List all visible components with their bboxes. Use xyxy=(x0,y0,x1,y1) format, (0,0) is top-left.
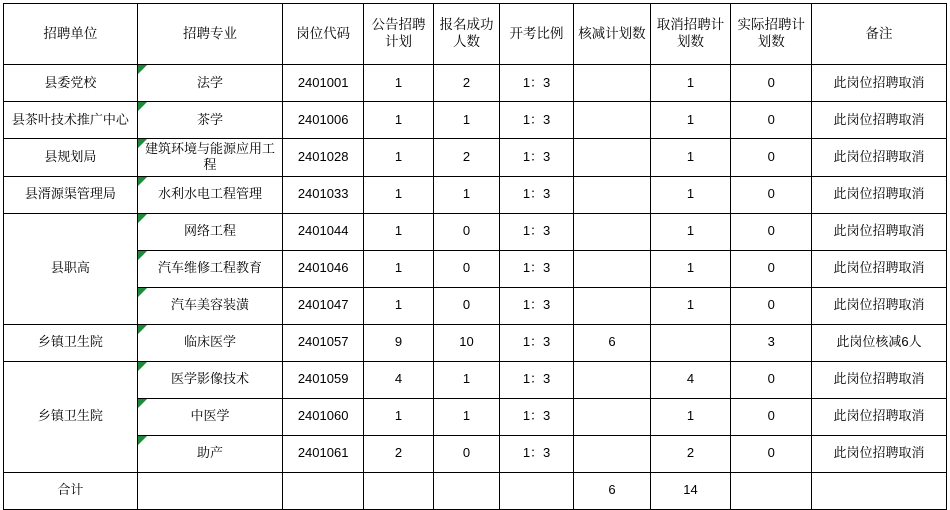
cell-plan: 1 xyxy=(363,102,433,139)
table-body xyxy=(4,65,947,510)
cell-total-plan xyxy=(363,472,433,509)
table-row xyxy=(4,176,947,213)
cell-ratio: 1：3 xyxy=(499,287,573,324)
cell-total-cancel: 14 xyxy=(650,472,731,509)
cell-cut xyxy=(574,139,650,177)
cell-signup: 0 xyxy=(434,435,500,472)
cell-remark: 此岗位核减6人 xyxy=(812,324,947,361)
cell-actual: 0 xyxy=(731,287,812,324)
cell-code: 2401061 xyxy=(283,435,364,472)
cell-major: 临床医学 xyxy=(137,324,282,361)
cell-major: 建筑环境与能源应用工程 xyxy=(137,139,282,177)
cell-remark: 此岗位招聘取消 xyxy=(812,398,947,435)
cell-plan: 1 xyxy=(363,139,433,177)
cell-signup: 0 xyxy=(434,213,500,250)
cell-signup: 1 xyxy=(434,176,500,213)
cell-ratio: 1：3 xyxy=(499,361,573,398)
cell-ratio: 1：3 xyxy=(499,213,573,250)
header-cancel: 取消招聘计划数 xyxy=(650,4,731,65)
recruitment-table xyxy=(3,3,947,510)
cell-plan: 1 xyxy=(363,250,433,287)
cell-cancel: 1 xyxy=(650,102,731,139)
cell-major: 网络工程 xyxy=(137,213,282,250)
cell-unit: 县茶叶技术推广中心 xyxy=(4,102,138,139)
cell-plan: 1 xyxy=(363,176,433,213)
cell-actual: 0 xyxy=(731,250,812,287)
cell-remark: 此岗位招聘取消 xyxy=(812,435,947,472)
table-row xyxy=(4,435,947,472)
cell-plan: 1 xyxy=(363,287,433,324)
cell-actual: 0 xyxy=(731,398,812,435)
cell-signup: 1 xyxy=(434,102,500,139)
cell-ratio: 1：3 xyxy=(499,102,573,139)
header-row xyxy=(4,4,947,65)
cell-cut xyxy=(574,176,650,213)
cell-code: 2401060 xyxy=(283,398,364,435)
cell-ratio: 1：3 xyxy=(499,324,573,361)
cell-signup: 2 xyxy=(434,139,500,177)
cell-code: 2401057 xyxy=(283,324,364,361)
cell-major: 汽车美容装潢 xyxy=(137,287,282,324)
cell-unit: 乡镇卫生院 xyxy=(4,324,138,361)
cell-signup: 2 xyxy=(434,65,500,102)
cell-total-remark xyxy=(812,472,947,509)
cell-ratio: 1：3 xyxy=(499,250,573,287)
table-row xyxy=(4,324,947,361)
cell-actual: 0 xyxy=(731,361,812,398)
cell-cut xyxy=(574,65,650,102)
table-row xyxy=(4,102,947,139)
spreadsheet-sheet xyxy=(0,3,950,505)
cell-remark: 此岗位招聘取消 xyxy=(812,102,947,139)
header-ratio: 开考比例 xyxy=(499,4,573,65)
cell-ratio: 1：3 xyxy=(499,398,573,435)
cell-actual: 0 xyxy=(731,213,812,250)
cell-cut xyxy=(574,287,650,324)
cell-cancel: 1 xyxy=(650,398,731,435)
cell-remark: 此岗位招聘取消 xyxy=(812,139,947,177)
header-actual: 实际招聘计划数 xyxy=(731,4,812,65)
cell-unit: 县规划局 xyxy=(4,139,138,177)
cell-signup: 10 xyxy=(434,324,500,361)
cell-signup: 0 xyxy=(434,287,500,324)
table-row xyxy=(4,361,947,398)
cell-plan: 1 xyxy=(363,65,433,102)
cell-cancel xyxy=(650,324,731,361)
header-signup: 报名成功人数 xyxy=(434,4,500,65)
header-code: 岗位代码 xyxy=(283,4,364,65)
cell-total-actual xyxy=(731,472,812,509)
cell-signup: 0 xyxy=(434,250,500,287)
cell-code: 2401059 xyxy=(283,361,364,398)
cell-actual: 3 xyxy=(731,324,812,361)
cell-cancel: 4 xyxy=(650,361,731,398)
cell-total-signup xyxy=(434,472,500,509)
cell-cut: 6 xyxy=(574,324,650,361)
cell-major: 法学 xyxy=(137,65,282,102)
cell-cut xyxy=(574,435,650,472)
cell-unit: 县湑源渠管理局 xyxy=(4,176,138,213)
cell-actual: 0 xyxy=(731,435,812,472)
cell-cancel: 1 xyxy=(650,287,731,324)
header-remark: 备注 xyxy=(812,4,947,65)
header-unit: 招聘单位 xyxy=(4,4,138,65)
cell-major: 茶学 xyxy=(137,102,282,139)
cell-total-code xyxy=(283,472,364,509)
cell-cut xyxy=(574,361,650,398)
cell-code: 2401006 xyxy=(283,102,364,139)
cell-major: 中医学 xyxy=(137,398,282,435)
cell-total-cut: 6 xyxy=(574,472,650,509)
cell-major: 水利水电工程管理 xyxy=(137,176,282,213)
cell-cancel: 1 xyxy=(650,65,731,102)
cell-cut xyxy=(574,250,650,287)
cell-plan: 9 xyxy=(363,324,433,361)
cell-cut xyxy=(574,398,650,435)
table-row xyxy=(4,287,947,324)
cell-remark: 此岗位招聘取消 xyxy=(812,361,947,398)
cell-unit: 乡镇卫生院 xyxy=(4,361,138,472)
cell-remark: 此岗位招聘取消 xyxy=(812,65,947,102)
table-row xyxy=(4,139,947,177)
cell-unit: 县委党校 xyxy=(4,65,138,102)
cell-remark: 此岗位招聘取消 xyxy=(812,176,947,213)
cell-total-major xyxy=(137,472,282,509)
cell-total-ratio xyxy=(499,472,573,509)
cell-code: 2401001 xyxy=(283,65,364,102)
cell-major: 医学影像技术 xyxy=(137,361,282,398)
cell-plan: 1 xyxy=(363,213,433,250)
cell-ratio: 1：3 xyxy=(499,139,573,177)
cell-code: 2401028 xyxy=(283,139,364,177)
cell-actual: 0 xyxy=(731,102,812,139)
cell-code: 2401033 xyxy=(283,176,364,213)
cell-major: 助产 xyxy=(137,435,282,472)
cell-signup: 1 xyxy=(434,398,500,435)
cell-plan: 1 xyxy=(363,398,433,435)
header-plan: 公告招聘计划 xyxy=(363,4,433,65)
cell-actual: 0 xyxy=(731,65,812,102)
cell-signup: 1 xyxy=(434,361,500,398)
cell-actual: 0 xyxy=(731,139,812,177)
table-row xyxy=(4,65,947,102)
cell-cancel: 2 xyxy=(650,435,731,472)
cell-ratio: 1：3 xyxy=(499,435,573,472)
cell-cancel: 1 xyxy=(650,139,731,177)
cell-code: 2401046 xyxy=(283,250,364,287)
cell-cancel: 1 xyxy=(650,176,731,213)
cell-cut xyxy=(574,102,650,139)
cell-unit: 县职高 xyxy=(4,213,138,324)
table-row xyxy=(4,213,947,250)
table-header xyxy=(4,4,947,65)
cell-ratio: 1：3 xyxy=(499,65,573,102)
cell-ratio: 1：3 xyxy=(499,176,573,213)
cell-code: 2401044 xyxy=(283,213,364,250)
cell-major: 汽车维修工程教育 xyxy=(137,250,282,287)
cell-remark: 此岗位招聘取消 xyxy=(812,250,947,287)
table-row xyxy=(4,398,947,435)
cell-remark: 此岗位招聘取消 xyxy=(812,213,947,250)
cell-plan: 2 xyxy=(363,435,433,472)
cell-cancel: 1 xyxy=(650,213,731,250)
cell-remark: 此岗位招聘取消 xyxy=(812,287,947,324)
header-major: 招聘专业 xyxy=(137,4,282,65)
cell-cancel: 1 xyxy=(650,250,731,287)
cell-actual: 0 xyxy=(731,176,812,213)
header-cut: 核减计划数 xyxy=(574,4,650,65)
cell-total-label: 合计 xyxy=(4,472,138,509)
table-row xyxy=(4,250,947,287)
total-row xyxy=(4,472,947,509)
cell-cut xyxy=(574,213,650,250)
cell-plan: 4 xyxy=(363,361,433,398)
cell-code: 2401047 xyxy=(283,287,364,324)
